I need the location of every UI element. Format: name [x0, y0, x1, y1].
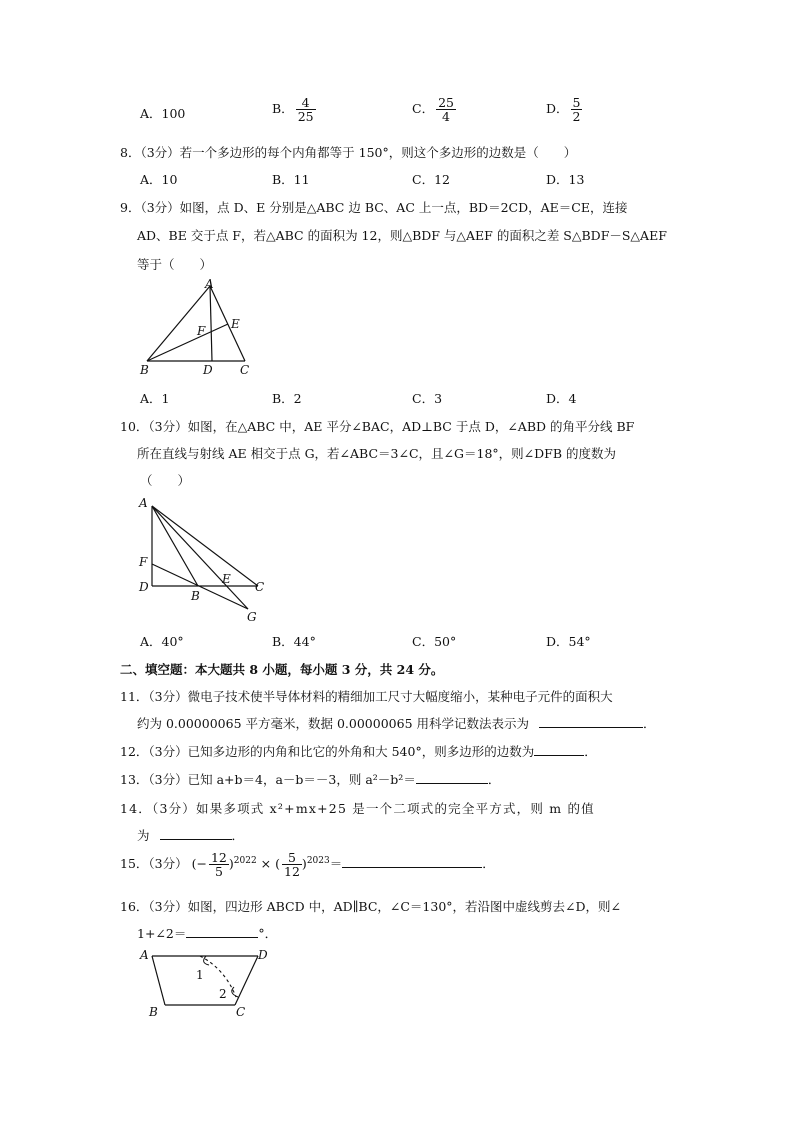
- q15-fraction-1-denominator: 5: [214, 864, 223, 880]
- q15-open-paren-2: (: [275, 856, 281, 872]
- q16-stem-line1: 16．（3分）如图，四边形 ABCD 中，AD∥BC，∠C＝130°，若沿图中虚线剪去∠D，则∠: [120, 899, 622, 914]
- q7-option-b: [272, 96, 316, 123]
- q10-label-e: E: [222, 572, 231, 586]
- q11-end: ．: [642, 716, 656, 731]
- q15-open-paren-1: (: [191, 856, 197, 872]
- q9-label-e: E: [231, 317, 240, 331]
- q10-label-a: A: [139, 496, 148, 510]
- q15-equals: ＝: [329, 856, 343, 872]
- q10-label-c: C: [255, 580, 265, 594]
- q11-stem-line2: [137, 714, 656, 732]
- q10-option-c: C．50°: [412, 634, 457, 649]
- q13-stem-text: 13．（3分）已知 a+b＝4，a－b＝－3，则 a²－b²＝: [120, 772, 416, 787]
- q14-end: ．: [231, 828, 245, 843]
- q10-option-d: D．54°: [546, 634, 591, 649]
- q7-option-a: A．100: [140, 106, 186, 121]
- q15-fraction-1: [209, 851, 229, 878]
- q8-option-b: B．11: [272, 172, 310, 187]
- q7-option-c-prefix: C．: [412, 101, 435, 117]
- q7-option-b-fraction: [296, 96, 316, 123]
- q10-option-a: A．40°: [140, 634, 184, 649]
- q9-label-d: D: [203, 363, 213, 377]
- q14-prefix: 为: [137, 828, 150, 843]
- q10-stem-line3: （ ）: [140, 473, 191, 488]
- q13-end: ．: [487, 772, 501, 787]
- q7-option-b-numerator: 4: [296, 96, 316, 110]
- q12-end: ．: [584, 744, 597, 759]
- q9-segment-ad: [210, 286, 212, 361]
- q11-stem-line1: 11．（3分）微电子技术使半导体材料的精细加工尺寸大幅度缩小，某种电子元件的面积大: [120, 689, 613, 704]
- q16-label-a: A: [140, 948, 149, 962]
- q10-label-g: G: [247, 610, 257, 624]
- q16-label-d: D: [258, 948, 268, 962]
- q7-option-b-prefix: B．: [272, 101, 294, 117]
- q15-answer-blank[interactable]: [342, 855, 482, 868]
- q7-option-d-fraction: [571, 96, 583, 123]
- q16-answer-blank[interactable]: [186, 925, 258, 938]
- q10-option-b: B．44°: [272, 634, 316, 649]
- q7-option-c: [412, 96, 456, 123]
- q7-option-c-fraction: [436, 96, 456, 123]
- q9-label-a: A: [205, 277, 214, 291]
- q10-triangle-figure: [130, 494, 275, 624]
- q7-option-d-denominator: 2: [572, 109, 581, 125]
- q15-prefix: 15．（3分）: [120, 856, 188, 872]
- q14-stem-line2: [137, 826, 244, 844]
- q10-stem-line1: 10．（3分）如图，在△ABC 中，AE 平分∠BAC，AD⊥BC 于点 D，∠ABD 的角平分线 BF: [120, 419, 635, 434]
- q15-close-paren-2: ): [301, 856, 307, 872]
- q16-end: °．: [258, 926, 278, 941]
- q15-fraction-2-denominator: 12: [284, 864, 300, 880]
- q15-fraction-2-numerator: 5: [282, 851, 302, 865]
- q9-stem-line3: 等于（ ）: [137, 257, 213, 272]
- q7-option-c-numerator: 25: [438, 95, 454, 110]
- q16-side-cd: [235, 956, 258, 1005]
- q10-label-f: F: [139, 555, 148, 569]
- q8-option-a: A．10: [140, 172, 178, 187]
- q12-answer-blank[interactable]: [534, 743, 584, 756]
- q15-exponent-1: 2022: [233, 855, 257, 866]
- q15-end: ．: [482, 856, 495, 872]
- q9-triangle-figure: [130, 276, 260, 378]
- q11-stem-line2-text: 约为 0.00000065 平方毫米，数据 0.00000065 用科学记数法表示为: [137, 716, 529, 731]
- q13-answer-blank[interactable]: [416, 771, 488, 784]
- q16-prefix: 1+∠2＝: [137, 926, 187, 941]
- section-2-heading: 二、填空题：本大题共 8 小题，每小题 3 分，共 24 分。: [120, 662, 444, 677]
- q9-segment-be: [147, 324, 228, 361]
- q9-option-a: A．1: [140, 391, 170, 406]
- q9-option-b: B．2: [272, 391, 302, 406]
- q7-option-b-denominator: 25: [297, 109, 314, 125]
- q16-stem-line2: [137, 924, 277, 942]
- q14-answer-blank[interactable]: [160, 827, 232, 840]
- q15-minus: −: [196, 856, 207, 872]
- q9-stem-line1: 9．（3分）如图，点 D、E 分别是△ABC 边 BC、AC 上一点，BD＝2CD，AE＝CE，连接: [120, 200, 628, 215]
- q15-fraction-1-numerator: 12: [210, 850, 227, 865]
- q15-stem: [120, 851, 495, 878]
- q9-option-c: C．3: [412, 391, 443, 406]
- q15-close-paren-1: ): [228, 856, 234, 872]
- q10-segment-ac: [152, 506, 258, 586]
- q16-angle-2-arc: [232, 987, 238, 997]
- q8-option-d: D．13: [546, 172, 585, 187]
- q9-label-c: C: [240, 363, 250, 377]
- q15-times: ×: [260, 856, 272, 872]
- q16-trapezoid-figure: [130, 944, 280, 1024]
- q10-label-d: D: [139, 580, 149, 594]
- q15-fraction-2: [282, 851, 302, 878]
- q8-option-c: C．12: [412, 172, 450, 187]
- q10-stem-line2: 所在直线与射线 AE 相交于点 G，若∠ABC＝3∠C，且∠G＝18°，则∠DFB 的度数为: [137, 446, 616, 461]
- q7-option-d-numerator: 5: [572, 95, 581, 110]
- q13-stem: [120, 770, 500, 788]
- q11-answer-blank[interactable]: [539, 715, 643, 728]
- q10-segment-ab: [152, 506, 198, 586]
- q7-option-d-prefix: D．: [546, 101, 569, 117]
- q14-stem-line1: 14．（3分）如果多项式 x²+mx+25 是一个二项式的完全平方式，则 m 的值: [120, 801, 595, 816]
- q16-side-ab: [152, 956, 165, 1005]
- q9-stem-line2: AD、BE 交于点 F，若△ABC 的面积为 12，则△BDF 与△AEF 的面积之差 S△BDF－S△AEF: [137, 228, 667, 243]
- q15-exponent-2: 2023: [306, 855, 330, 866]
- q9-label-f: F: [197, 324, 206, 338]
- q7-option-d: [546, 96, 582, 123]
- q9-option-d: D．4: [546, 391, 577, 406]
- q16-cut-dashed-line: [200, 956, 236, 997]
- q16-angle-1-arc: [204, 956, 209, 965]
- q16-label-c: C: [236, 1005, 246, 1019]
- q10-ray-ag: [152, 506, 248, 609]
- q16-label-b: B: [149, 1005, 158, 1019]
- q12-stem: [120, 742, 597, 760]
- q9-label-b: B: [140, 363, 149, 377]
- q7-option-c-denominator: 4: [442, 109, 450, 125]
- q16-label-1: 1: [196, 968, 204, 982]
- q8-stem: 8．（3分）若一个多边形的每个内角都等于 150°，则这个多边形的边数是（ ）: [120, 145, 577, 160]
- q10-label-b: B: [191, 589, 200, 603]
- q12-stem-text: 12．（3分）已知多边形的内角和比它的外角和大 540°，则多边形的边数为: [120, 744, 535, 759]
- q16-label-2: 2: [219, 987, 227, 1001]
